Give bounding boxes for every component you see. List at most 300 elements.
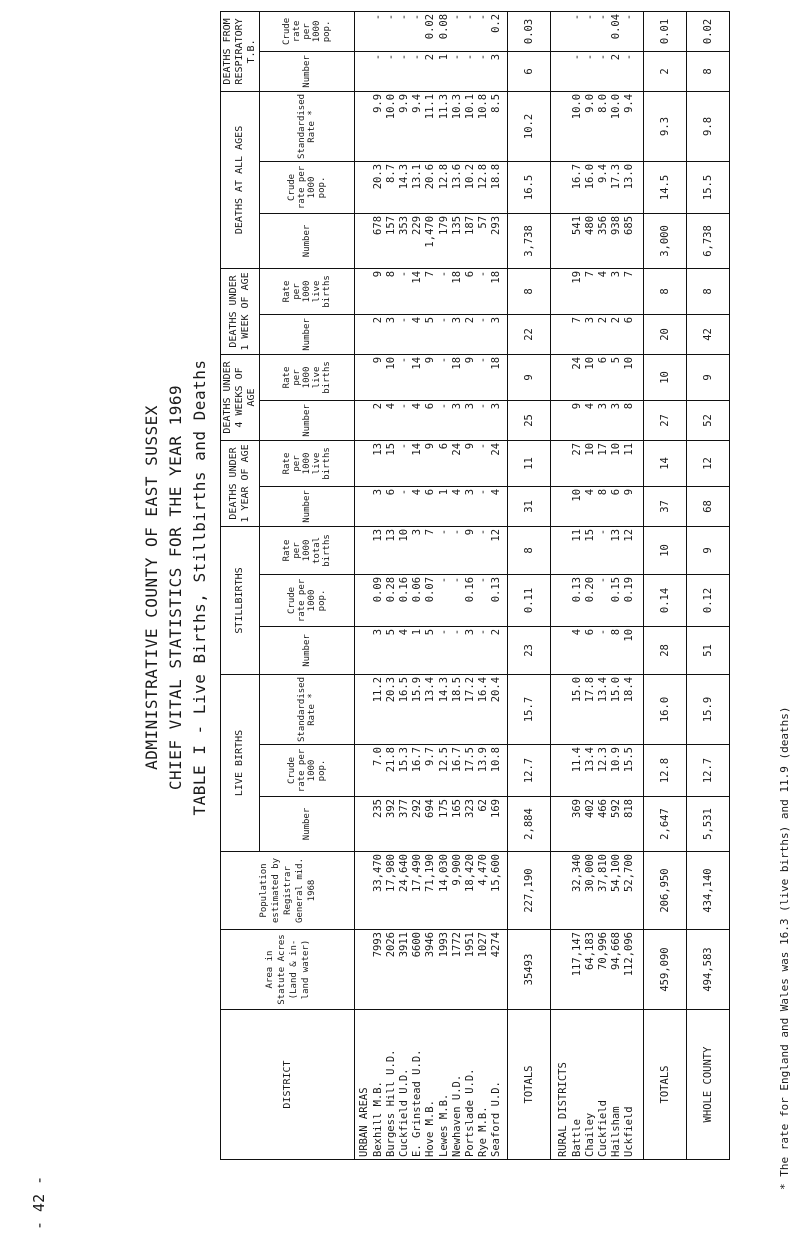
u1-rate-header: Rate per 1000 live births [260,440,355,486]
column-values-u4w-num [551,400,644,440]
spacer [557,164,570,211]
column-values-all-std [551,91,644,161]
table-cell: 4 [597,270,609,278]
table-cell: 592 [610,799,623,818]
spacer [557,529,570,572]
table-cell: 5 [424,316,437,324]
district-name: Newhaven U.D. [450,1074,463,1157]
total-lb-std: 15.7 [508,674,551,744]
table-cell: 54,100 [610,854,623,892]
table-cell: 9 [623,488,636,496]
table-cell: 2 [597,316,609,324]
table-cell: 6 [424,402,437,410]
table-cell: - [583,53,596,61]
table-cell: 24,640 [397,854,410,892]
spacer [358,443,371,484]
table-cell: 7 [570,316,583,324]
table-cell: 17.2 [464,676,476,703]
table-cell: - [597,576,609,584]
total-u1w-num: 22 [508,314,551,354]
county-u1w-rate: 8 [687,268,730,314]
table-cell: 10 [583,442,596,456]
table-cell: 20.3 [384,676,397,703]
total-all-crude: 14.5 [644,161,687,213]
table-cell: - [384,13,397,21]
table-cell: 7 [623,270,636,278]
table-cell: 135 [450,215,463,235]
table-cell: 169 [490,799,503,818]
column-values-tb-num [551,51,644,91]
table-cell: 3 [464,402,476,410]
county-lb-std: 15.9 [687,674,730,744]
table-cell: - [450,576,463,584]
total-u1-num: 37 [644,486,687,526]
table-cell: 9.9 [397,93,410,113]
table-cell: 12.8 [477,163,490,190]
table-cell: 117,147 [570,932,583,977]
table-cell: 3 [384,316,397,324]
table-cell: 323 [464,799,476,818]
district-name: Rye M.B. [477,1106,490,1157]
table-cell: 7.0 [371,747,384,766]
lb-std-header: Standardised Rate * [260,674,355,744]
table-cell: 4274 [490,932,503,958]
table-cell: 10.3 [450,93,463,120]
table-cell: - [384,53,397,61]
table-cell: 1 [411,628,424,636]
total-u4w-rate: 10 [644,354,687,400]
table-cell: 0.09 [371,576,384,603]
district-name: Cuckfield U.D. [397,1068,410,1157]
spacer [358,629,371,672]
table-cell: 8 [384,270,397,278]
table-cell: - [437,628,450,636]
county-u4w-rate: 9 [687,354,730,400]
table-cell: 13 [610,528,623,542]
spacer [358,357,371,398]
column-values-u1w-rate [551,268,644,314]
population-header: Population estimated by Registrar General mid. 1968 [221,852,355,930]
table-cell: 18,420 [464,854,476,892]
table-cell: 16.0 [583,163,596,190]
lb-number-header: Number [260,797,355,852]
column-values-sb-rate [551,526,644,574]
spacer [557,932,570,1007]
district-list [551,1010,644,1160]
total-lb-num: 2,647 [644,797,687,852]
table-cell: 0.13 [570,576,583,603]
table-cell: 71,190 [424,854,437,892]
table-cell: 0.16 [464,576,476,603]
table-cell: 4 [411,402,424,410]
table-cell: 3 [490,53,503,61]
total-u1w-num: 20 [644,314,687,354]
table-cell: - [397,316,410,324]
table-cell: - [583,13,596,21]
table-cell: 2 [371,402,384,410]
table-cell: 6 [424,488,437,496]
table-cell: - [411,53,424,61]
table-cell: 9 [464,528,476,536]
table-cell: 13 [384,528,397,542]
totals-row [508,11,551,1159]
table-cell: - [397,270,410,278]
table-cell: 11.3 [437,93,450,120]
district-name: Battle [570,1119,583,1157]
spacer [557,854,570,927]
total-tb-num: 6 [508,51,551,91]
table-cell: - [597,528,609,536]
table-cell: - [450,13,463,21]
table-cell: 9.7 [424,747,437,766]
county-all-std: 9.8 [687,91,730,161]
column-values-u4w-num [355,400,508,440]
table-cell: 14 [411,356,424,370]
u1w-number-header: Number [260,314,355,354]
spacer [358,577,371,624]
table-cell: 10.8 [477,93,490,120]
table-cell: 3 [371,628,384,636]
spacer [557,271,570,312]
spacer [358,403,371,438]
table-cell: 20.3 [371,163,384,190]
table-cell: 0.04 [610,13,623,40]
table-cell: 369 [570,799,583,818]
district-name: Hove M.B. [424,1100,437,1157]
table-cell: 0.20 [583,576,596,603]
spacer [358,747,371,794]
table-cell: 62 [477,799,490,812]
deaths-under-1-week-header: DEATHS UNDER 1 WEEK OF AGE [221,268,260,354]
table-cell: 7 [424,270,437,278]
total-u1w-rate: 8 [508,268,551,314]
column-values-u4w-rate [551,354,644,400]
table-cell: 12.5 [437,747,450,773]
table-cell: 8.5 [490,93,503,113]
table-cell: - [477,316,490,324]
table-cell: 157 [384,215,397,235]
column-values-all-num [551,213,644,268]
table-cell: 2 [490,628,503,636]
total-sb-num: 23 [508,626,551,674]
total-all-std: 9.3 [644,91,687,161]
table-cell: 1027 [477,932,490,958]
table-cell: 14,030 [437,854,450,892]
table-cell: 10.0 [610,93,623,120]
total-sb-crude: 0.14 [644,574,687,626]
table-cell: 13.4 [424,676,437,703]
table-cell: 18.5 [450,676,463,703]
total-lb-crude: 12.7 [508,745,551,797]
spacer [358,854,371,927]
county-all-crude: 15.5 [687,161,730,213]
total-all-std: 10.2 [508,91,551,161]
district-block-row [355,11,508,1159]
totals-row [644,11,687,1159]
table-cell: 292 [411,799,424,818]
table-cell: 9 [464,356,476,364]
table-cell: 11 [623,442,636,456]
column-values-tb-rate [355,11,508,51]
total-u4w-rate: 9 [508,354,551,400]
spacer [557,747,570,794]
table-cell: 16.7 [570,163,583,190]
table-cell: 2026 [384,932,397,958]
table-cell: 0.08 [437,13,450,40]
county-area: 494,583 [687,930,730,1010]
table-cell: 685 [623,215,636,235]
column-values-u1-num [551,486,644,526]
column-values-sb-num [355,626,508,674]
table-cell: - [570,13,583,21]
table-cell: 11.4 [570,747,583,773]
table-cell: 0.06 [411,576,424,603]
spacer [358,489,371,524]
table-cell: - [477,13,490,21]
table-cell: 15 [583,528,596,542]
table-cell: 402 [583,799,596,818]
spacer [358,271,371,312]
u4w-number-header: Number [260,400,355,440]
table-cell: 52,700 [623,854,636,892]
table-cell: 18.4 [623,676,636,703]
table-cell: 694 [424,799,437,818]
table-cell: 9.9 [371,93,384,113]
table-cell: 13.4 [597,676,609,703]
district-name: Chailey [583,1112,596,1157]
table-cell: 4 [450,488,463,496]
table-cell: 17.8 [583,676,596,703]
table-cell: 6600 [411,932,424,958]
county-u4w-num: 52 [687,400,730,440]
table-cell: 10 [610,442,623,456]
table-body [355,11,730,1159]
deaths-all-ages-header: DEATHS AT ALL AGES [221,91,260,268]
table-cell: - [477,628,490,636]
table-cell: - [464,13,476,21]
table-cell: 9.4 [411,93,424,113]
column-values-population [551,852,644,930]
spacer [557,216,570,266]
total-u1w-rate: 8 [644,268,687,314]
table-cell: 10.9 [610,747,623,773]
county-u1-num: 68 [687,486,730,526]
table-cell: 15.0 [610,676,623,703]
table-cell: - [397,53,410,61]
document-title: ADMINISTRATIVE COUNTY OF EAST SUSSEX [142,405,161,770]
table-cell: 15 [384,442,397,456]
group-label: URBAN AREAS [358,1087,371,1157]
total-all-crude: 16.5 [508,161,551,213]
table-cell: 480 [583,215,596,235]
spacer [557,14,570,49]
totals-label: TOTALS [508,1010,551,1160]
table-cell: - [477,576,490,584]
table-cell: 9 [424,442,437,450]
table-cell: 16.5 [397,676,410,703]
county-sb-num: 51 [687,626,730,674]
table-cell: - [397,488,410,496]
footnote: * The rate for England and Wales was 16.3 (live births) and 11.9 (deaths) [778,706,791,1190]
table-cell: 3 [490,316,503,324]
table-cell: 11.2 [371,676,384,703]
county-lb-num: 5,531 [687,797,730,852]
tb-rate-header: Crude rate per 1000 pop. [260,11,355,51]
table-cell: 20.4 [490,676,503,703]
district-name: Burgess Hill U.D. [384,1049,397,1157]
table-cell: 13 [371,442,384,456]
column-values-area [551,930,644,1010]
table-cell: 3 [610,402,623,410]
table-cell: 6 [464,270,476,278]
total-lb-crude: 12.8 [644,745,687,797]
table-cell: 4 [411,316,424,324]
spacer [557,577,570,624]
table-cell: - [623,13,636,21]
table-cell: 15.5 [623,747,636,773]
county-tb-num: 8 [687,51,730,91]
total-lb-std: 16.0 [644,674,687,744]
live-births-header: LIVE BIRTHS [221,674,260,851]
table-cell: 4,470 [477,854,490,886]
table-cell: 24 [490,442,503,456]
table-cell: 12.3 [597,747,609,773]
totals-label: TOTALS [644,1010,687,1160]
table-cell: 175 [437,799,450,818]
spacer [358,317,371,352]
table-cell: 3946 [424,932,437,958]
table-cell: 7 [424,528,437,536]
total-tb-rate: 0.03 [508,11,551,51]
table-cell: 187 [464,215,476,235]
table-cell: 9 [570,402,583,410]
total-all-num: 3,738 [508,213,551,268]
deaths-respiratory-tb-header: DEATHS FROM RESPIRATORY T.B. [221,11,260,91]
total-sb-num: 28 [644,626,687,674]
table-cell: 10.0 [384,93,397,120]
table-cell: 18 [450,356,463,370]
column-values-population [355,852,508,930]
table-cell: 377 [397,799,410,818]
table-cell: 17,980 [384,854,397,892]
sb-crude-header: Crude rate per 1000 pop. [260,574,355,626]
all-std-header: Standardised Rate * [260,91,355,161]
column-values-u4w-rate [355,354,508,400]
table-cell: 14.3 [437,676,450,703]
column-values-sb-num [551,626,644,674]
column-values-lb-std [551,674,644,744]
district-block-row [551,11,644,1159]
district-name: E. Grinstead U.D. [411,1049,424,1157]
table-cell: 94,668 [610,932,623,970]
table-cell: 14 [411,270,424,284]
table-cell: 6 [597,356,609,364]
table-cell: 541 [570,215,583,235]
table-cell: 6 [610,488,623,496]
total-tb-num: 2 [644,51,687,91]
table-cell: 1,470 [424,215,437,248]
spacer [358,54,371,89]
table-cell: 2 [610,53,623,61]
vital-statistics-table [220,11,730,1160]
table-cell: 1993 [437,932,450,958]
table-cell: 13.6 [450,163,463,190]
table-cell: 4 [490,488,503,496]
column-values-u1w-num [355,314,508,354]
table-cell: 10 [623,628,636,642]
table-cell: - [623,53,636,61]
column-values-u1w-rate [355,268,508,314]
table-cell: 4 [384,402,397,410]
group-label: RURAL DISTRICTS [557,1062,570,1157]
table-cell: 938 [610,215,623,235]
total-u1-num: 31 [508,486,551,526]
table-cell: 13.1 [411,163,424,190]
spacer [358,94,371,159]
district-name: Seaford U.D. [490,1081,503,1157]
table-cell: 112,096 [623,932,636,977]
table-cell: 3 [583,316,596,324]
table-cell: 9.4 [597,163,609,183]
table-cell: 7 [583,270,596,278]
table-cell: 15,600 [490,854,503,892]
table-cell: 5 [610,356,623,364]
table-cell: - [437,402,450,410]
district-header: DISTRICT [221,1010,355,1160]
column-values-lb-num [355,797,508,852]
total-u4w-num: 25 [508,400,551,440]
table-cell: 12 [490,528,503,542]
table-cell: - [597,53,609,61]
table-cell: 0.13 [490,576,503,603]
table-cell: 15.9 [411,676,424,703]
spacer [557,403,570,438]
table-cell: 9 [464,442,476,450]
spacer [358,932,371,1007]
deaths-under-1-year-header: DEATHS UNDER 1 YEAR OF AGE [221,440,260,526]
u1-number-header: Number [260,486,355,526]
table-cell: 179 [437,215,450,235]
group-header-row [221,11,260,1159]
table-cell: 1 [437,53,450,61]
district-name: Hailsham [610,1106,623,1157]
total-sb-rate: 10 [644,526,687,574]
table-cell: 9 [371,356,384,364]
total-area: 35493 [508,930,551,1010]
table-cell: 678 [371,215,384,235]
table-cell: 3 [597,402,609,410]
county-sb-crude: 0.12 [687,574,730,626]
table-cell: - [437,356,450,364]
table-cell: 24 [570,356,583,370]
table-cell: - [411,13,424,21]
table-cell: 3 [450,402,463,410]
table-cell: 18.8 [490,163,503,190]
county-u1w-num: 42 [687,314,730,354]
total-tb-rate: 0.01 [644,11,687,51]
table-cell: - [450,628,463,636]
tb-number-header: Number [260,51,355,91]
spacer [557,443,570,484]
table-cell: 8 [597,488,609,496]
table-cell: 13.4 [583,747,596,773]
table-cell: 16.7 [450,747,463,773]
table-cell: 2 [610,316,623,324]
table-cell: 3911 [397,932,410,958]
spacer [358,799,371,849]
column-values-tb-rate [551,11,644,51]
total-lb-num: 2,884 [508,797,551,852]
